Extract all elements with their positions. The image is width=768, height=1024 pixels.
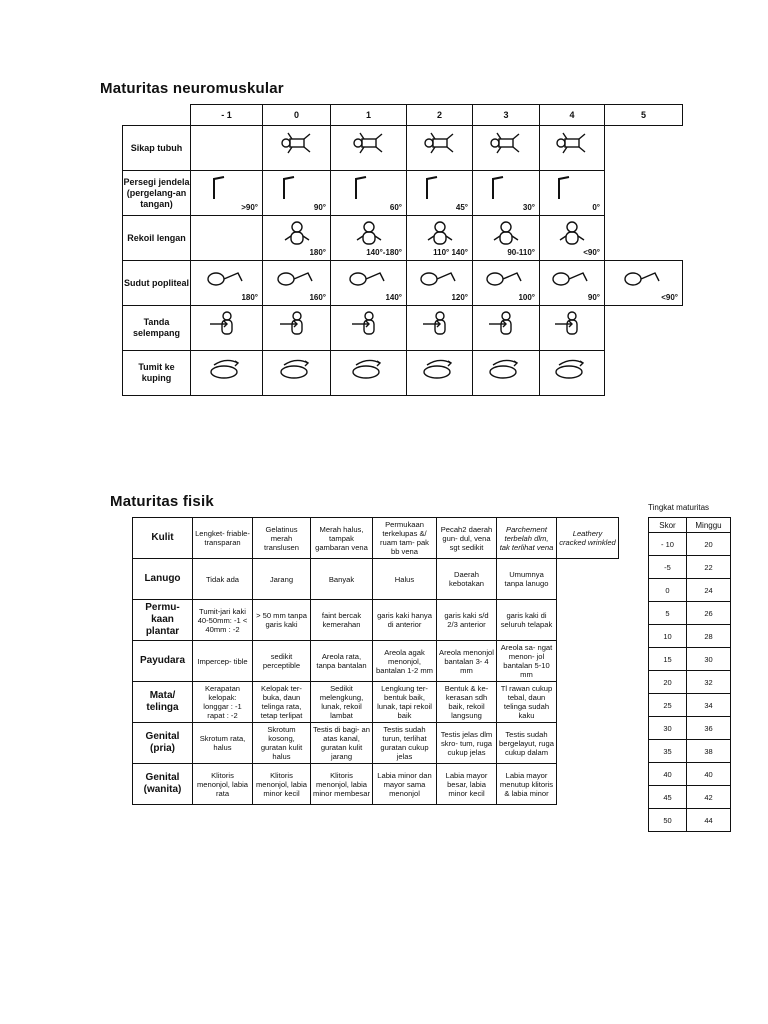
fisik-row <box>133 682 619 723</box>
neuro-cell <box>407 216 473 261</box>
fisik-cell: Klitoris menonjol, labia minor kecil <box>253 764 311 805</box>
fisik-title: Maturitas fisik <box>110 493 214 510</box>
score-cell: 20 <box>649 671 687 694</box>
posture-icon <box>549 130 595 156</box>
fisik-cell <box>557 682 619 723</box>
angle-label: 0° <box>592 203 600 212</box>
neuro-cell <box>605 171 683 216</box>
neuromuscular-table <box>122 104 683 396</box>
neuro-cell <box>331 261 407 306</box>
angle-label: 45° <box>455 203 468 212</box>
week-cell: 28 <box>687 625 731 648</box>
arm-recoil-icon <box>549 220 595 246</box>
fisik-cell: Pecah2 daerah gun- dul, vena sgt sedikit <box>437 518 497 559</box>
fisik-row <box>133 518 619 559</box>
score-row <box>649 648 731 671</box>
arm-recoil-icon <box>274 220 320 246</box>
fisik-cell: Kerapatan kelopak: longgar : -1 rapat : -2 <box>193 682 253 723</box>
week-cell: 36 <box>687 717 731 740</box>
fisik-row-label: Kulit <box>133 518 193 559</box>
fisik-cell: Labia minor dan mayor sama menonjol <box>373 764 437 805</box>
heel-ear-icon <box>346 355 392 381</box>
popliteal-icon <box>346 265 392 291</box>
fisik-cell: Skrotum rata, halus <box>193 723 253 764</box>
fisik-cell: Labia mayor besar, labia minor kecil <box>437 764 497 805</box>
neuro-cell <box>407 351 473 396</box>
week-header: Minggu <box>687 518 731 533</box>
score-title: Tingkat maturitas <box>648 503 710 512</box>
fisik-cell: Areola rata, tanpa bantalan <box>311 641 373 682</box>
score-cell: 40 <box>649 763 687 786</box>
fisik-cell: Testis sudah bergelayut, ruga cukup dalam <box>497 723 557 764</box>
neuro-cell <box>263 351 331 396</box>
neuro-row <box>123 126 683 171</box>
neuro-cell <box>540 216 605 261</box>
angle-label: <90° <box>661 293 678 302</box>
week-cell: 44 <box>687 809 731 832</box>
neuro-cell <box>605 306 683 351</box>
week-cell: 22 <box>687 556 731 579</box>
neuro-cell <box>331 351 407 396</box>
popliteal-icon <box>274 265 320 291</box>
fisik-row-label: Genital (pria) <box>133 723 193 764</box>
neuro-cell <box>473 171 540 216</box>
fisik-cell: Banyak <box>311 559 373 600</box>
score-row <box>649 694 731 717</box>
fisik-cell: Sedikit melengkung, lunak, rekoil lambat <box>311 682 373 723</box>
neuro-row <box>123 171 683 216</box>
fisik-row <box>133 723 619 764</box>
fisik-cell: Gelatinus merah translusen <box>253 518 311 559</box>
fisik-row-label: Lanugo <box>133 559 193 600</box>
angle-label: 120° <box>451 293 468 302</box>
fisik-cell: Halus <box>373 559 437 600</box>
week-cell: 40 <box>687 763 731 786</box>
fisik-cell: Tidak ada <box>193 559 253 600</box>
scarf-sign-icon <box>274 310 320 336</box>
fisik-cell: Impercep- tible <box>193 641 253 682</box>
week-cell: 30 <box>687 648 731 671</box>
score-header: Skor <box>649 518 687 533</box>
fisik-cell: Labia mayor menutup klitoris & labia minor <box>497 764 557 805</box>
angle-label: 180° <box>309 248 326 257</box>
wrist-angle-icon <box>549 175 595 201</box>
week-cell: 42 <box>687 786 731 809</box>
neuro-row-label: Sikap tubuh <box>123 126 191 171</box>
neuro-row <box>123 261 683 306</box>
fisik-cell <box>557 600 619 641</box>
angle-label: 90° <box>587 293 600 302</box>
neuro-cell <box>540 351 605 396</box>
score-cell: - 10 <box>649 533 687 556</box>
neuro-cell <box>605 126 683 171</box>
neuro-cell <box>263 216 331 261</box>
neuro-cell <box>191 306 263 351</box>
neuro-cell <box>263 261 331 306</box>
fisik-row <box>133 641 619 682</box>
neuro-cell <box>191 216 263 261</box>
neuro-header-cell: 3 <box>473 105 540 126</box>
scarf-sign-icon <box>417 310 463 336</box>
fisik-cell <box>557 723 619 764</box>
score-row <box>649 556 731 579</box>
fisik-cell <box>557 764 619 805</box>
neuro-title: Maturitas neuromuskular <box>100 80 284 97</box>
neuro-cell <box>331 126 407 171</box>
neuro-header-cell: 2 <box>407 105 473 126</box>
angle-label: 90° <box>313 203 326 212</box>
popliteal-icon <box>483 265 529 291</box>
fisik-cell: Kelopak ter- buka, daun telinga rata, tetap terlipat <box>253 682 311 723</box>
heel-ear-icon <box>549 355 595 381</box>
score-row <box>649 579 731 602</box>
score-cell: 50 <box>649 809 687 832</box>
angle-label: 110° 140° <box>433 248 468 257</box>
score-cell: 35 <box>649 740 687 763</box>
popliteal-icon <box>204 265 250 291</box>
fisik-row-label: Payudara <box>133 641 193 682</box>
fisik-cell: Tumit-jari kaki 40-50mm: -1 < 40mm : -2 <box>193 600 253 641</box>
neuro-row-label: Tanda selempang <box>123 306 191 351</box>
angle-label: 100° <box>518 293 535 302</box>
neuro-header-row <box>123 105 683 126</box>
fisik-cell: garis kaki s/d 2/3 anterior <box>437 600 497 641</box>
fisik-cell: Merah halus, tampak gambaran vena <box>311 518 373 559</box>
scarf-sign-icon <box>204 310 250 336</box>
neuro-cell <box>407 306 473 351</box>
fisik-cell: Bentuk & ke- kerasan sdh baik, rekoil langsung <box>437 682 497 723</box>
fisik-row <box>133 600 619 641</box>
scarf-sign-icon <box>549 310 595 336</box>
fisik-cell: Skrotum kosong, guratan kulit halus <box>253 723 311 764</box>
neuro-cell <box>540 261 605 306</box>
neuro-row-label: Sudut popliteal <box>123 261 191 306</box>
neuro-cell <box>540 126 605 171</box>
score-cell: 30 <box>649 717 687 740</box>
fisik-cell: > 50 mm tanpa garis kaki <box>253 600 311 641</box>
angle-label: 160° <box>309 293 326 302</box>
angle-label: 90-110° <box>507 248 535 257</box>
fisik-row-label: Mata/ telinga <box>133 682 193 723</box>
fisik-cell <box>557 559 619 600</box>
fisik-row <box>133 559 619 600</box>
scarf-sign-icon <box>483 310 529 336</box>
scarf-sign-icon <box>346 310 392 336</box>
week-cell: 32 <box>687 671 731 694</box>
neuro-cell <box>605 351 683 396</box>
fisik-cell: Daerah kebotakan <box>437 559 497 600</box>
week-cell: 38 <box>687 740 731 763</box>
neuro-header-cell: 4 <box>540 105 605 126</box>
score-cell: 0 <box>649 579 687 602</box>
physical-maturity-table <box>132 517 619 805</box>
posture-icon <box>483 130 529 156</box>
fisik-cell: Permukaan terkelupas &/ ruam tam- pak bb vena <box>373 518 437 559</box>
fisik-cell: Lengkung ter- bentuk baik, lunak, tapi rekoil baik <box>373 682 437 723</box>
fisik-cell: Leathery cracked wrinkled <box>557 518 619 559</box>
fisik-cell: Areola agak menonjol, bantalan 1-2 mm <box>373 641 437 682</box>
heel-ear-icon <box>204 355 250 381</box>
fisik-cell <box>557 641 619 682</box>
angle-label: 180° <box>241 293 258 302</box>
fisik-cell: Testis di bagi- an atas kanal, guratan kulit jarang <box>311 723 373 764</box>
fisik-cell: Klitoris menonjol, labia minor membesar <box>311 764 373 805</box>
fisik-cell: sedikit perceptible <box>253 641 311 682</box>
week-cell: 34 <box>687 694 731 717</box>
angle-label: 30° <box>522 203 535 212</box>
neuro-cell <box>605 216 683 261</box>
arm-recoil-icon <box>483 220 529 246</box>
arm-recoil-icon <box>346 220 392 246</box>
week-cell: 24 <box>687 579 731 602</box>
neuro-cell <box>263 126 331 171</box>
heel-ear-icon <box>417 355 463 381</box>
neuro-cell <box>191 351 263 396</box>
fisik-cell: Tl rawan cukup tebal, daun telinga sudah kaku <box>497 682 557 723</box>
score-row <box>649 533 731 556</box>
fisik-row-label: Permu- kaan plantar <box>133 600 193 641</box>
neuro-cell <box>473 306 540 351</box>
neuro-cell <box>331 171 407 216</box>
angle-label: >90° <box>241 203 258 212</box>
fisik-row-label: Genital (wanita) <box>133 764 193 805</box>
fisik-cell: Klitoris menonjol, labia rata <box>193 764 253 805</box>
angle-label: 60° <box>389 203 402 212</box>
score-cell: 15 <box>649 648 687 671</box>
heel-ear-icon <box>274 355 320 381</box>
score-row <box>649 671 731 694</box>
wrist-angle-icon <box>346 175 392 201</box>
fisik-cell: faint bercak kemerahan <box>311 600 373 641</box>
score-row <box>649 809 731 832</box>
angle-label: 140°-180° <box>366 248 402 257</box>
score-row <box>649 763 731 786</box>
score-row <box>649 625 731 648</box>
neuro-cell <box>540 306 605 351</box>
neuro-row <box>123 306 683 351</box>
neuro-row-label: Tumit ke kuping <box>123 351 191 396</box>
posture-icon <box>417 130 463 156</box>
score-cell: 5 <box>649 602 687 625</box>
neuro-cell <box>263 171 331 216</box>
neuro-row-label: Rekoil lengan <box>123 216 191 261</box>
heel-ear-icon <box>483 355 529 381</box>
score-cell: 10 <box>649 625 687 648</box>
popliteal-icon <box>621 265 667 291</box>
score-cell: 25 <box>649 694 687 717</box>
neuro-cell <box>473 351 540 396</box>
posture-icon <box>346 130 392 156</box>
neuro-header-cell: 1 <box>331 105 407 126</box>
score-cell: -5 <box>649 556 687 579</box>
neuro-row <box>123 216 683 261</box>
arm-recoil-icon <box>417 220 463 246</box>
posture-icon <box>274 130 320 156</box>
fisik-cell: Parchement terbelah dlm, tak terlihat vena <box>497 518 557 559</box>
wrist-angle-icon <box>483 175 529 201</box>
neuro-cell <box>407 126 473 171</box>
neuro-header-cell: 0 <box>263 105 331 126</box>
neuro-header-corner <box>123 105 191 126</box>
neuro-cell <box>605 261 683 306</box>
neuro-cell <box>473 261 540 306</box>
fisik-cell: garis kaki hanya di anterior <box>373 600 437 641</box>
neuro-cell <box>473 126 540 171</box>
neuro-header-cell: 5 <box>605 105 683 126</box>
angle-label: 140° <box>385 293 402 302</box>
fisik-cell: Testis sudah turun, terlihat guratan cukup jelas <box>373 723 437 764</box>
score-row <box>649 717 731 740</box>
neuro-cell <box>407 261 473 306</box>
score-row <box>649 740 731 763</box>
neuro-cell <box>191 261 263 306</box>
neuro-cell <box>263 306 331 351</box>
wrist-angle-icon <box>417 175 463 201</box>
popliteal-icon <box>417 265 463 291</box>
neuro-cell <box>331 216 407 261</box>
neuro-cell <box>191 126 263 171</box>
neuro-header-cell: - 1 <box>191 105 263 126</box>
neuro-cell <box>331 306 407 351</box>
score-cell: 45 <box>649 786 687 809</box>
fisik-cell: Areola menonjol bantalan 3- 4 mm <box>437 641 497 682</box>
week-cell: 26 <box>687 602 731 625</box>
neuro-row <box>123 351 683 396</box>
wrist-angle-icon <box>274 175 320 201</box>
fisik-cell: Testis jelas dlm skro- tum, ruga cukup jelas <box>437 723 497 764</box>
neuro-cell <box>407 171 473 216</box>
fisik-cell: garis kaki di seluruh telapak <box>497 600 557 641</box>
neuro-cell <box>191 171 263 216</box>
fisik-row <box>133 764 619 805</box>
neuro-cell <box>473 216 540 261</box>
maturity-score-table <box>648 517 731 832</box>
popliteal-icon <box>549 265 595 291</box>
neuro-row-label: Persegi jendela (pergelang-an tangan) <box>123 171 191 216</box>
score-row <box>649 602 731 625</box>
score-row <box>649 786 731 809</box>
neuro-cell <box>540 171 605 216</box>
angle-label: <90° <box>583 248 600 257</box>
week-cell: 20 <box>687 533 731 556</box>
wrist-angle-icon <box>204 175 250 201</box>
fisik-cell: Jarang <box>253 559 311 600</box>
fisik-cell: Areola sa- ngat menon- jol bantalan 5-10 mm <box>497 641 557 682</box>
fisik-cell: Umumnya tanpa lanugo <box>497 559 557 600</box>
fisik-cell: Lengket- friable- transparan <box>193 518 253 559</box>
